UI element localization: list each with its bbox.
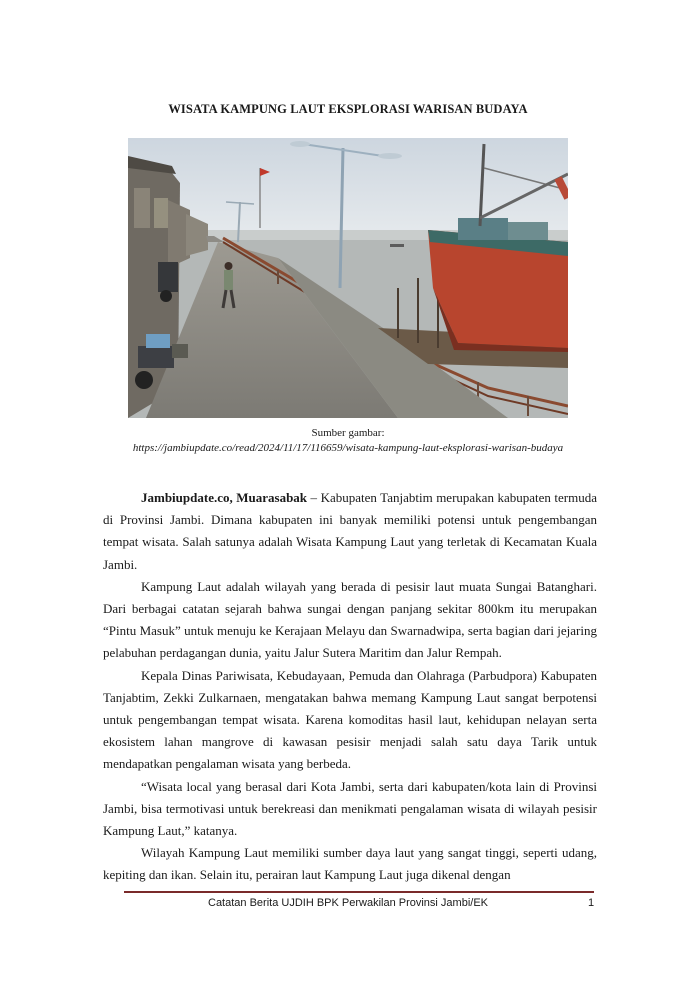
paragraph-5: Wilayah Kampung Laut memiliki sumber daya laut yang sangat tinggi, seperti udang, kepiting dan ikan. Selain itu, perairan laut Kampung Laut juga dikenal dengan <box>103 845 597 883</box>
footer-rule <box>124 891 594 893</box>
harbor-photo <box>128 138 568 418</box>
footer-text: Catatan Berita UJDIH BPK Perwakilan Provinsi Jambi/EK <box>208 897 488 909</box>
caption-label: Sumber gambar: <box>311 427 385 439</box>
paragraph-2: Kampung Laut adalah wilayah yang berada di pesisir laut muata Sungai Batanghari. Dari berbagai catatan sejarah bahwa sungai dengan panjang sekitar 800km itu merupakan “Pintu Masuk” untuk menuju ke Kerajaan Melayu dan Swarnadwipa, serta bagian dari jejaring pelabuhan perdagangan dunia, yaitu Jalur Sutera Maritim dan Jalur Rempah. <box>103 578 597 661</box>
dateline: Jambiupdate.co, Muarasabak <box>141 490 308 505</box>
paragraph-3: Kepala Dinas Pariwisata, Kebudayaan, Pemuda dan Olahraga (Parbudpora) Kabupaten Tanjabtim, Zekki Zulkarnaen, mengatakan bahwa memang Kampung Laut sangat berpotensi untuk pengembangan tempat wisata. Karena komoditas hasil laut, kehidupan nelayan serta ekosistem lahan mangrove di kawasan pesisir menjadi salah satu daya Tarik untuk mendapatkan pengalaman wisata yang berbeda. <box>103 667 597 772</box>
paragraph-4: “Wisata local yang berasal dari Kota Jambi, serta dari kabupaten/kota lain di Provinsi Jambi, bisa termotivasi untuk berekreasi dan menikmati pengalaman wisata di wilayah pesisir Kampung Laut,” katanya. <box>103 778 597 839</box>
paragraph-1-text: – Kabupaten Tanjabtim merupakan kabupaten termuda di Provinsi Jambi. Dimana kabupaten ini banyak memiliki potensi untuk pengembangan tempat wisata. Salah satunya adalah Wisata Kampung Laut yang terletak di Kecamatan Kuala Jambi. <box>103 490 597 572</box>
paragraph-1 <box>103 487 597 576</box>
document-title: WISATA KAMPUNG LAUT EKSPLORASI WARISAN BUDAYA <box>168 102 528 116</box>
caption-source-url[interactable]: https://jambiupdate.co/read/2024/11/17/116659/wisata-kampung-laut-eksplorasi-warisan-budaya <box>132 442 564 454</box>
image-caption <box>0 426 696 456</box>
page-number: 1 <box>588 897 595 909</box>
article-body <box>103 487 597 887</box>
